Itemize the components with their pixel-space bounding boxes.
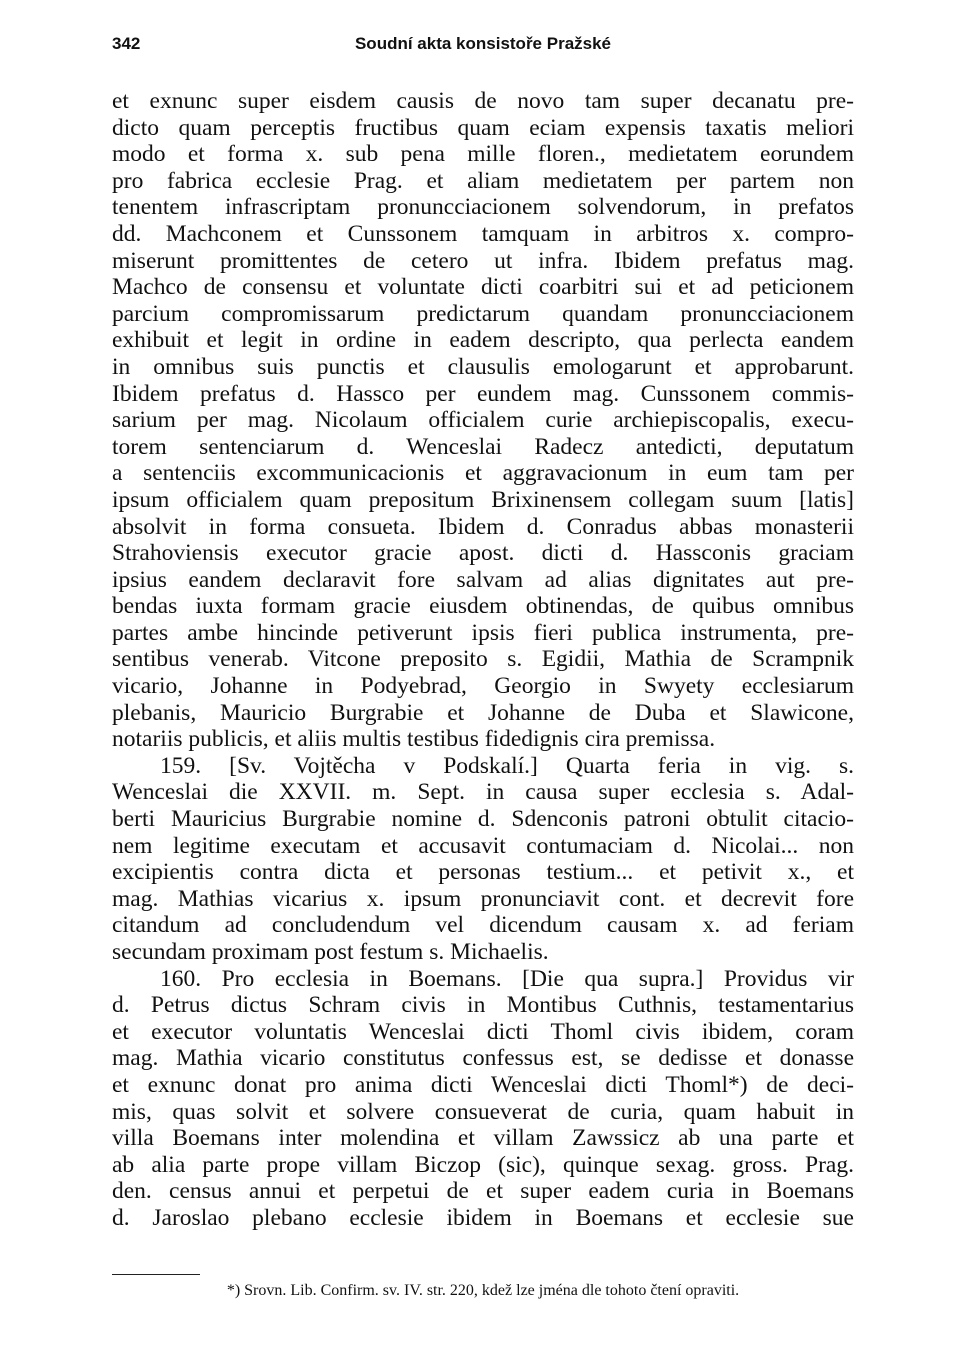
text-line: villa Boemans inter molendina et villam Zawssicz ab una parte et bbox=[112, 1125, 854, 1152]
text-line: miserunt promittentes de cetero ut infra. Ibidem prefatus mag. bbox=[112, 247, 854, 274]
text-line: mag. Mathia vicario constitutus confessus est, se dedisse et donasse bbox=[112, 1045, 854, 1072]
text-line: Machco de consensu et voluntate dicti coarbitri sui et ad peticionem bbox=[112, 274, 854, 301]
text-line: ab alia parte prope villam Biczop (sic), quinque sexag. gross. Prag. bbox=[112, 1151, 854, 1178]
text-line: ipsum officialem quam prepositum Brixinensem collegam suum [latis] bbox=[112, 486, 854, 513]
page-number: 342 bbox=[112, 34, 141, 53]
text-line: et exnunc donat pro anima dicti Wenceslai dicti Thoml*) de deci- bbox=[112, 1071, 854, 1098]
text-line: vicario, Johanne in Podyebrad, Georgio in Swyety ecclesiarum bbox=[112, 673, 854, 700]
text-line: tenentem infrascriptam pronuncciacionem solvendorum, in prefatos bbox=[112, 194, 854, 221]
text-line: 160. Pro ecclesia in Boemans. [Die qua supra.] Providus vir bbox=[160, 965, 854, 992]
page-header bbox=[112, 34, 854, 60]
text-line: Strahoviensis executor gracie apost. dicti d. Hassconis graciam bbox=[112, 540, 854, 567]
footnote: *) Srovn. Lib. Confirm. sv. IV. str. 220, kdež lze jména dle tohoto čtení opraviti. bbox=[226, 1282, 740, 1299]
text-line: ipsius eandem declaravit fore salvam ad alias dignitates aut pre- bbox=[112, 566, 854, 593]
text-line: 159. [Sv. Vojtěcha v Podskalí.] Quarta feria in vig. s. bbox=[160, 752, 854, 779]
text-line: nem legitime executam et accusavit contumaciam d. Nicolai... non bbox=[112, 832, 854, 859]
text-line: Ibidem prefatus d. Hassco per eundem mag. Cunssonem commis- bbox=[112, 380, 854, 407]
text-line: excipientis contra dicta et personas testium... et petivit x., et bbox=[112, 859, 854, 886]
text-line: d. Petrus dictus Schram civis in Montibus Cuthnis, testamentarius bbox=[112, 992, 854, 1019]
text-line: dicto quam perceptis fructibus quam eciam expensis taxatis meliori bbox=[112, 114, 854, 141]
text-line: berti Mauricius Burgrabie nomine d. Sdenconis patroni obtulit citacio- bbox=[112, 806, 854, 833]
text-line: sarium per mag. Nicolaum officialem curie archiepiscopalis, execu- bbox=[112, 407, 854, 434]
text-line: citandum ad concludendum vel dicendum causam x. ad feriam bbox=[112, 912, 854, 939]
text-line: plebanis, Mauricio Burgrabie et Johanne de Duba et Slawicone, bbox=[112, 699, 854, 726]
text-line: a sentenciis excommunicacionis et aggravacionum in eum tam per bbox=[112, 460, 854, 487]
text-line: parcium compromissarum predictarum quandam pronuncciacionem bbox=[112, 300, 854, 327]
running-title: Soudní akta konsistoře Pražské bbox=[354, 34, 612, 53]
text-line: den. census annui et perpetui de et super eadem curia in Boemans bbox=[112, 1178, 854, 1205]
text-line: pro fabrica ecclesie Prag. et aliam medietatem per partem non bbox=[112, 167, 854, 194]
text-line: et executor voluntatis Wenceslai dicti Thoml civis ibidem, coram bbox=[112, 1018, 854, 1045]
footnote-separator bbox=[112, 1274, 200, 1275]
text-line: d. Jaroslao plebano ecclesie ibidem in Boemans et ecclesie sue bbox=[112, 1204, 854, 1231]
text-line: in omnibus suis punctis et clausulis emologarunt et approbarunt. bbox=[112, 353, 854, 380]
text-line: mis, quas solvit et solvere consueverat de curia, quam habuit in bbox=[112, 1098, 854, 1125]
text-line: notariis publicis, et aliis multis testibus fidedignis cira premissa. bbox=[112, 726, 716, 753]
text-line: absolvit in forma consueta. Ibidem d. Conradus abbas monasterii bbox=[112, 513, 854, 540]
text-line: mag. Mathias vicarius x. ipsum pronunciavit cont. et decrevit fore bbox=[112, 885, 854, 912]
text-line: et exnunc super eisdem causis de novo tam super decanatu pre- bbox=[112, 88, 854, 114]
text-line: sentibus venerab. Vitcone preposito s. Egidii, Mathia de Scrampnik bbox=[112, 646, 854, 673]
text-line: partes ambe hincinde petiverunt ipsis fieri publica instrumenta, pre- bbox=[112, 619, 854, 646]
text-line: dd. Machconem et Cunssonem tamquam in arbitros x. compro- bbox=[112, 220, 854, 247]
text-line: secundam proximam post festum s. Michaelis. bbox=[112, 939, 549, 965]
text-line: exhibuit et legit in ordine in eadem descripto, qua perlecta eandem bbox=[112, 327, 854, 354]
text-line: bendas iuxta formam gracie eiusdem obtinendas, de quibus omnibus bbox=[112, 593, 854, 620]
body-text bbox=[112, 88, 854, 1232]
text-line: modo et forma x. sub pena mille floren., medietatem eorundem bbox=[112, 141, 854, 168]
text-line: Wenceslai die XXVII. m. Sept. in causa super ecclesia s. Adal- bbox=[112, 779, 854, 806]
text-line: torem sentenciarum d. Wenceslai Radecz antedicti, deputatum bbox=[112, 433, 854, 460]
